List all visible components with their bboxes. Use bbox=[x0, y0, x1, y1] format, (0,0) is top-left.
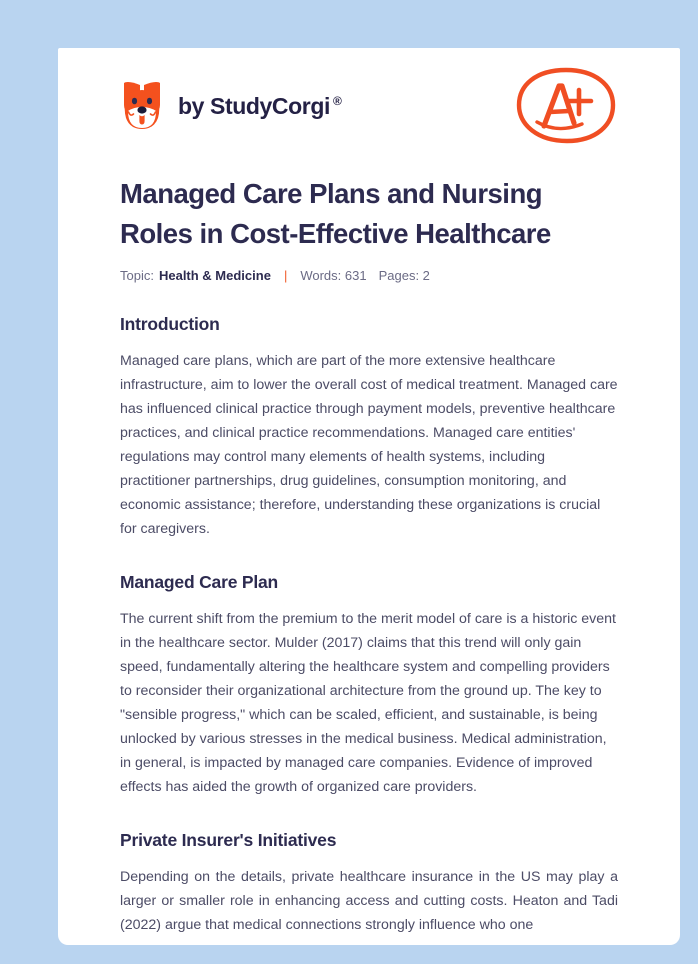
section-body-managed-care-plan: The current shift from the premium to the merit model of care is a historic event in the healthcare sector. Mulder (2017) claims that this trend will only gain speed, fundamentally altering the healthcare system and compelling providers to reconsider their organizational architecture from the ground up. The key to "sensible progress," which can be scaled, efficient, and sustainable, is being unlocked by various stresses in the medical business. Medical administration, in general, is impacted by managed care companies. Evidence of improved effects has aided the growth of organized care providers. bbox=[120, 611, 616, 795]
section-heading-private-insurers-initiatives: Private Insurer's Initiatives bbox=[120, 830, 337, 850]
meta-topic-label: Topic: bbox=[120, 268, 154, 283]
section-body-private-insurers-initiatives: Depending on the details, private healthcare insurance in the US may play a larger or smaller role in enhancing access and cutting costs. Heaton and Tadi (2022) argue that medical connections strongly influence who one bbox=[120, 869, 618, 933]
a-plus-grade-badge-icon bbox=[514, 64, 618, 148]
section-heading-introduction: Introduction bbox=[120, 314, 220, 334]
section-heading-managed-care-plan: Managed Care Plan bbox=[120, 572, 279, 592]
meta-divider: | bbox=[283, 268, 288, 283]
section-body-introduction: Managed care plans, which are part of the more extensive healthcare infrastructure, aim to lower the overall cost of medical treatment. Managed care has influenced clinical practice through payment models, preventive healthcare practices, and clinical practice recommendations. Managed care entities' regulations may control many elements of health systems, including practitioner partnerships, drug guidelines, consumption monitoring, and economic assistance; therefore, understanding these organizations is crucial for caregivers. bbox=[120, 353, 618, 537]
meta-word-count: Words: 631 bbox=[300, 268, 367, 283]
brand-name: by StudyCorgi bbox=[178, 92, 330, 119]
meta-page-count: Pages: 2 bbox=[378, 268, 430, 283]
brand-name-wrap bbox=[178, 93, 341, 120]
document-sheet bbox=[58, 48, 680, 945]
page-title: Managed Care Plans and Nursing Roles in Cost-Effective Healthcare bbox=[120, 178, 551, 249]
document-content bbox=[58, 48, 680, 937]
registered-trademark-icon: ® bbox=[332, 93, 342, 108]
brand-lockup bbox=[120, 81, 341, 131]
document-header bbox=[120, 48, 618, 160]
meta-topic-value: Health & Medicine bbox=[158, 268, 271, 283]
document-meta bbox=[120, 268, 618, 283]
corgi-logo-icon bbox=[120, 81, 164, 131]
